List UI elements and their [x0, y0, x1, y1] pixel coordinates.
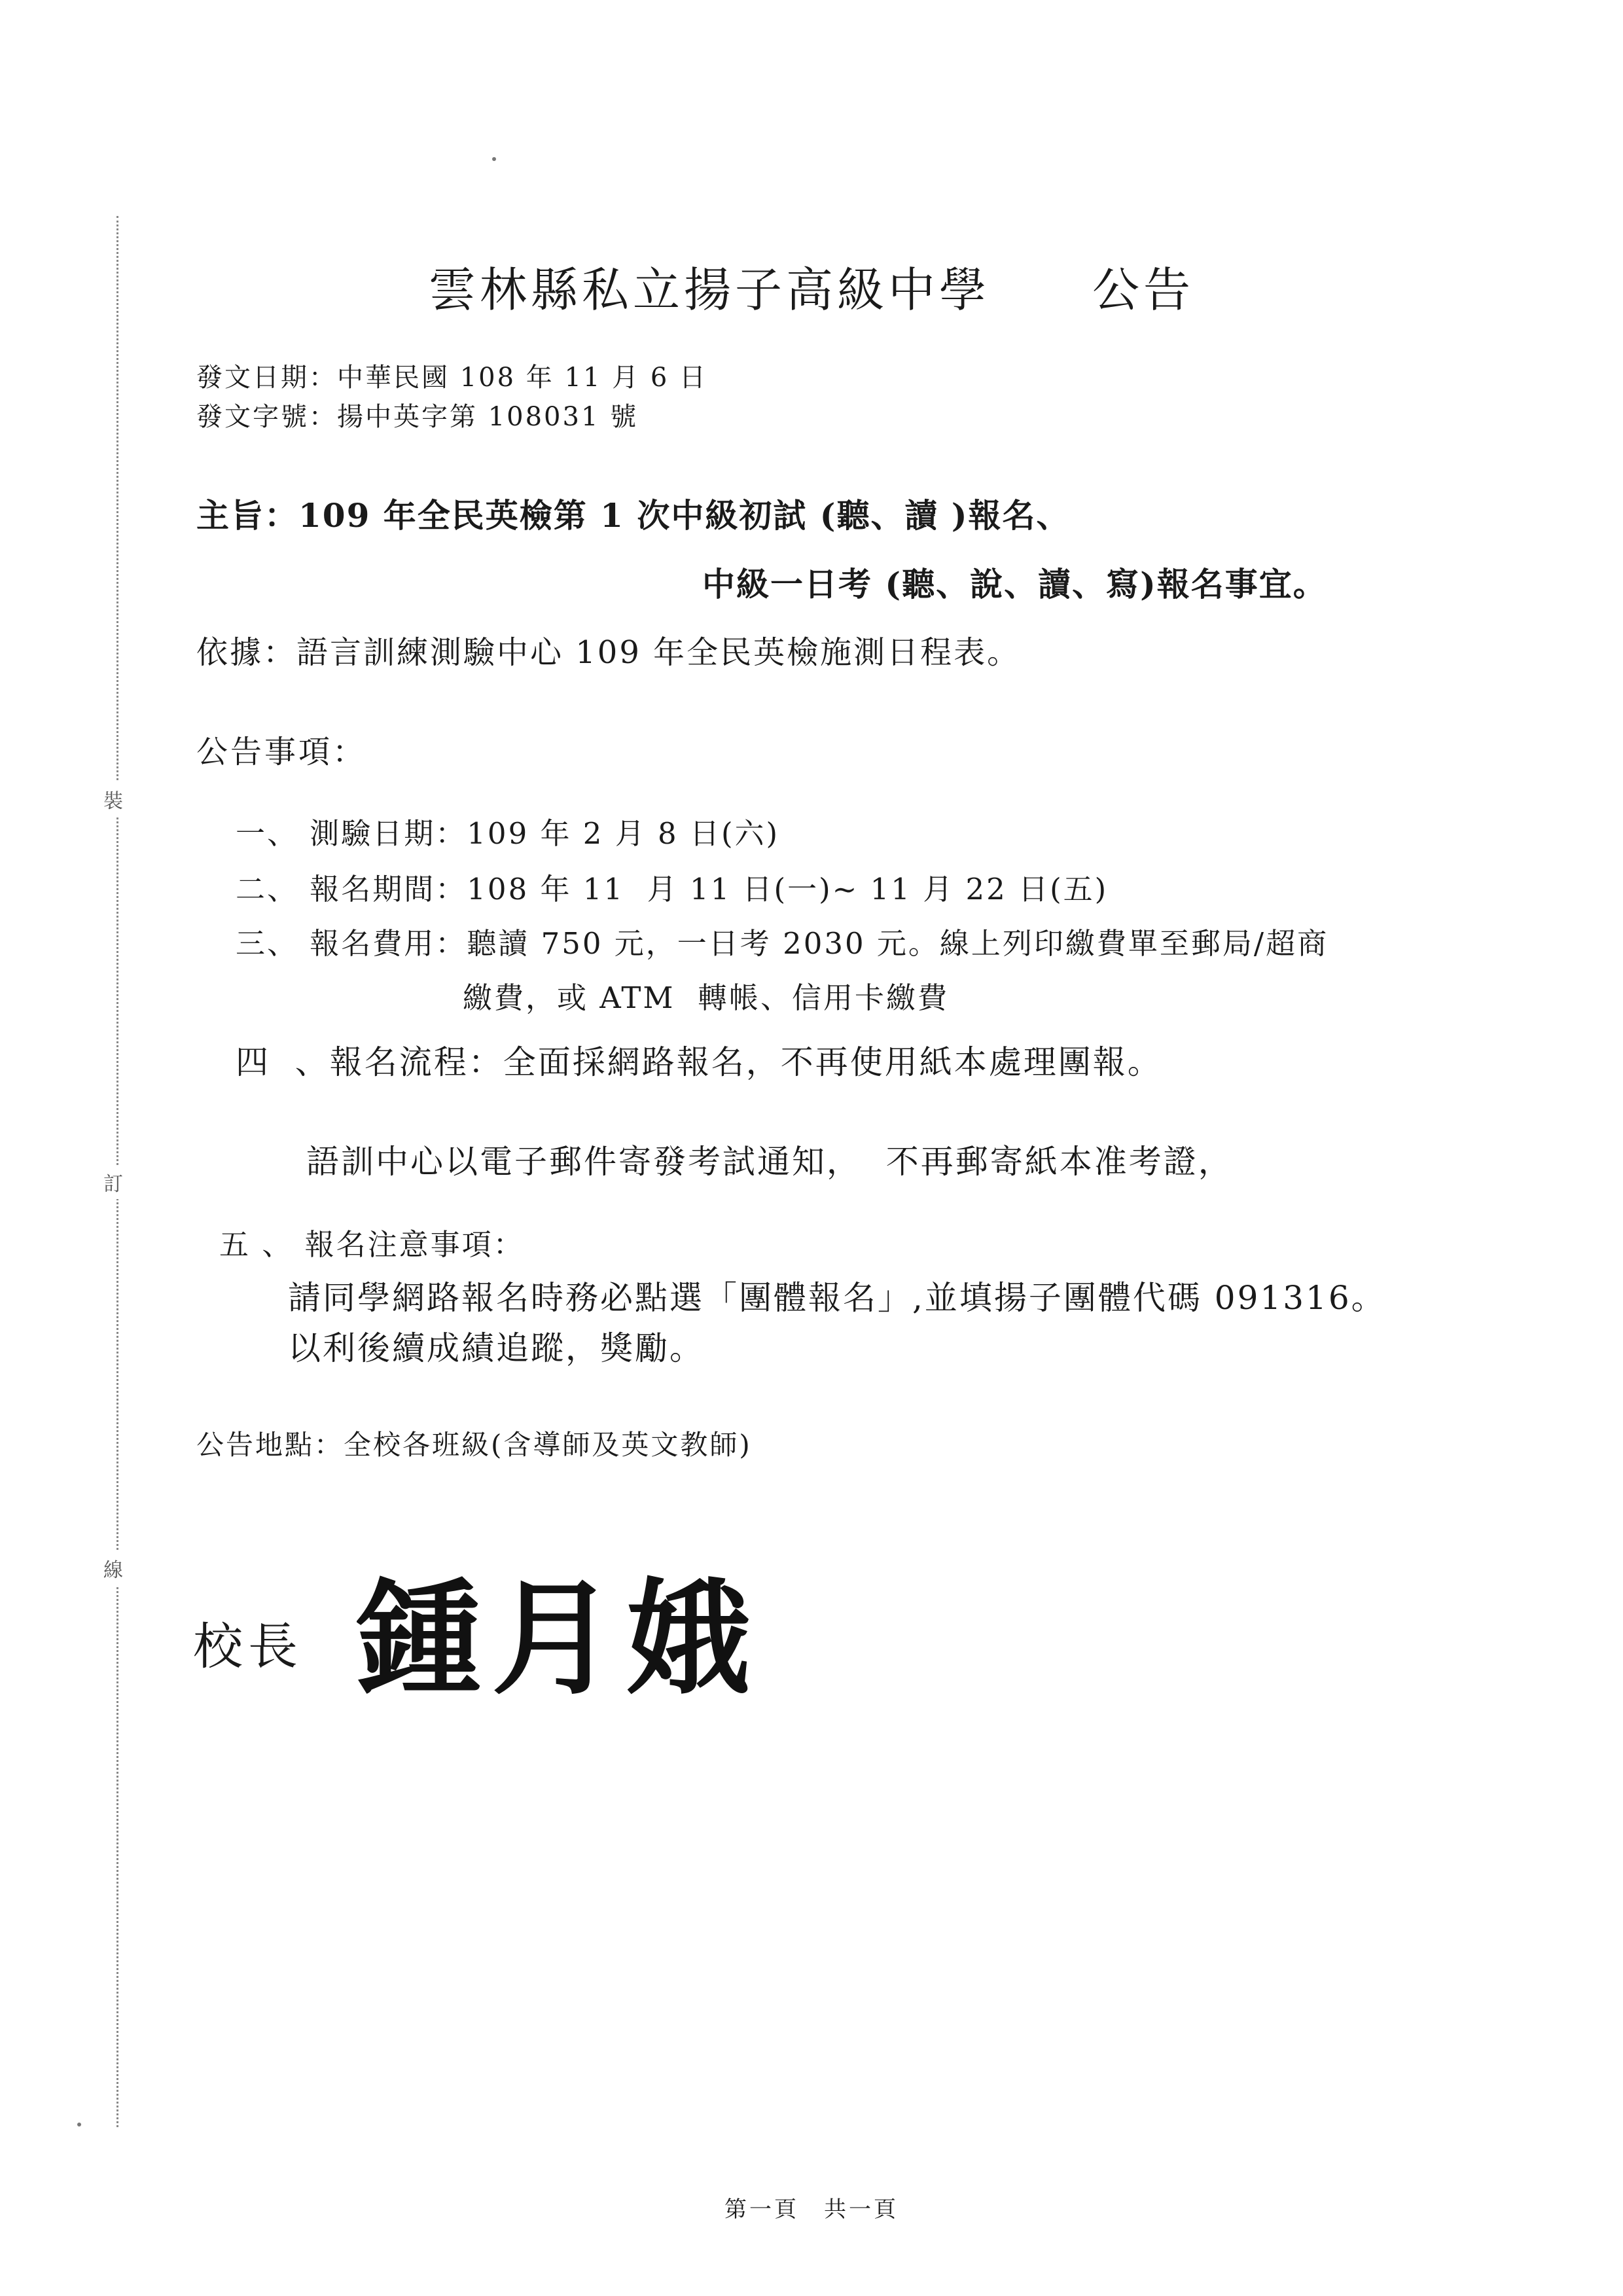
document-title: 雲林縣私立揚子高級中學 公告	[428, 262, 1194, 317]
item-registration-fee-cont: 繳費，或 ATM 轉帳、信用卡繳費	[463, 980, 950, 1015]
basis-line: 依據：語言訓練測驗中心 109 年全民英檢施測日程表。	[196, 634, 1021, 671]
stray-dot	[77, 2123, 81, 2126]
subject-line-1: 主旨：109 年全民英檢第 1 次中級初試 (聽、讀 )報名、	[196, 496, 1071, 535]
announcement-heading: 公告事項：	[196, 734, 367, 770]
item-registration-process: 四 、報名流程：全面採網路報名，不再使用紙本處理團報。	[236, 1043, 1162, 1081]
binding-mark-zhuang: 裝	[103, 782, 123, 816]
principal-signature	[357, 1554, 762, 1718]
item-registration-period: 二、 報名期間：108 年 11 月 11 日(一)~ 11 月 22 日(五)	[236, 872, 1109, 906]
announcement-location: 公告地點：全校各班級(含導師及英文教師)	[196, 1429, 752, 1461]
item-email-notice: 語訓中心以電子郵件寄發考試通知， 不再郵寄紙本准考證，	[306, 1143, 1233, 1181]
document-number: 發文字號：揚中英字第 108031 號	[196, 402, 639, 432]
binding-mark-ding: 訂	[103, 1165, 123, 1199]
binding-mark-xian: 線	[103, 1551, 123, 1585]
item-notes-heading: 五 、 報名注意事項：	[219, 1227, 525, 1262]
stray-dot	[492, 157, 496, 161]
page-footer: 第一頁 共一頁	[724, 2197, 899, 2223]
principal-label: 校長	[193, 1617, 303, 1676]
item-registration-fee: 三、 報名費用：聽讀 750 元，一日考 2030 元。線上列印繳費單至郵局/超商	[236, 926, 1329, 961]
issue-date: 發文日期：中華民國 108 年 11 月 6 日	[196, 363, 707, 393]
subject-line-2: 中級一日考 (聽、說、讀、寫)報名事宜。	[702, 565, 1327, 603]
signature-text: 鍾月娥	[357, 1566, 762, 1712]
item-exam-date: 一、 測驗日期：109 年 2 月 8 日(六)	[236, 816, 780, 851]
item-group-code: 請同學網路報名時務必點選「團體報名」,並填揚子團體代碼 091316。	[288, 1279, 1386, 1317]
item-tracking: 以利後續成績追蹤，獎勵。	[288, 1329, 704, 1367]
